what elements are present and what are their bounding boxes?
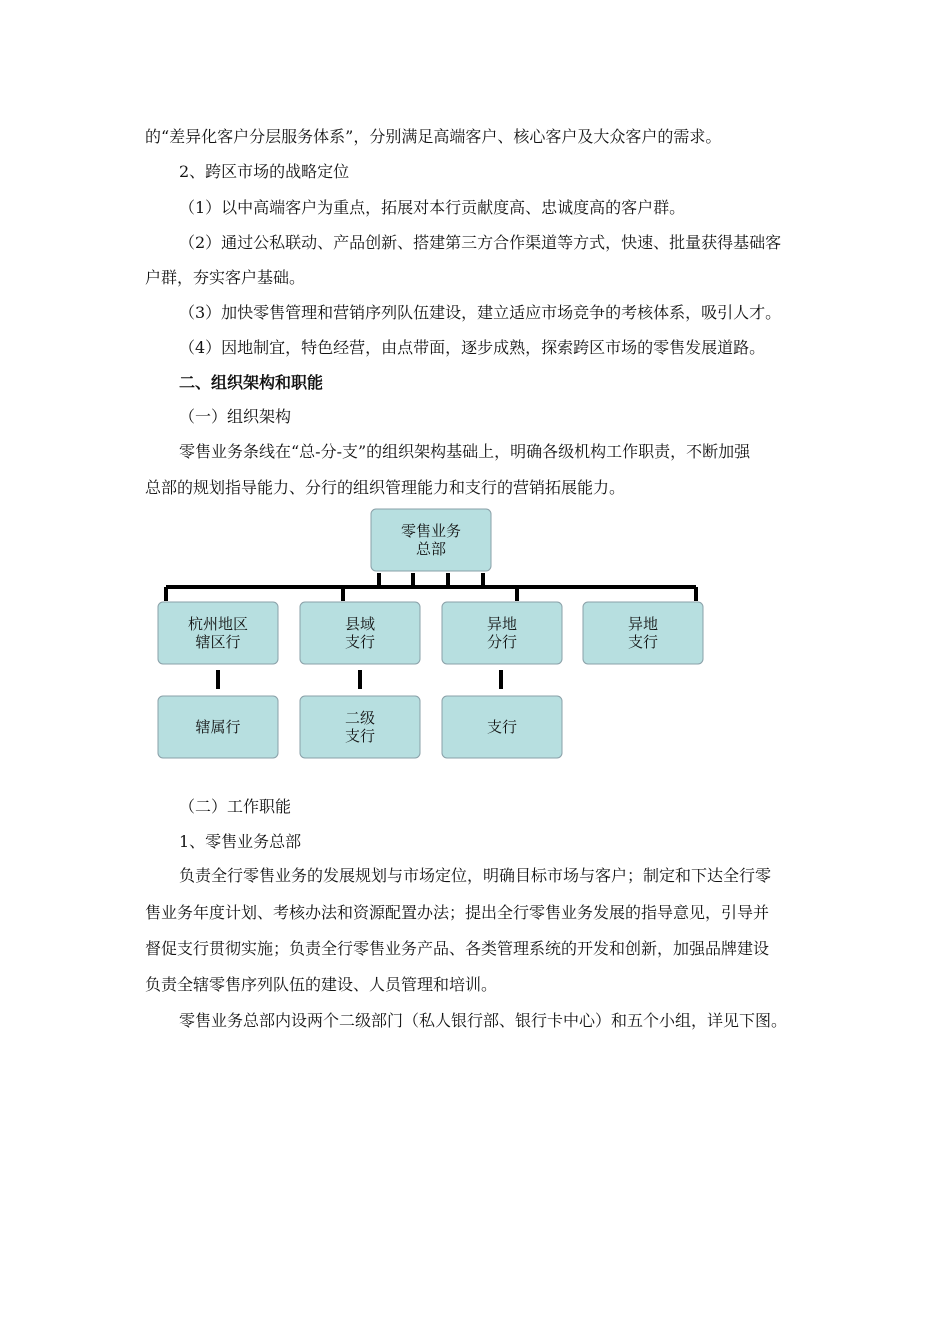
subsection-org-structure: （一）组织架构 (179, 407, 292, 426)
org-box-level2-3 (442, 602, 562, 664)
org-box-level2-2-label: 支行 (344, 633, 376, 651)
subsection-duties: （二）工作职能 (179, 797, 292, 816)
org-paragraph: 零售业务条线在“总-分-支”的组织架构基础上，明确各级机构工作职责，不断加强 (179, 442, 751, 461)
list-item-1: （1）以中高端客户为重点，拓展对本行贡献度高、忠诚度高的客户群。 (179, 198, 686, 217)
paragraph-line: 的“差异化客户分层服务体系”，分别满足高端客户、核心客户及大众客户的需求。 (145, 127, 722, 146)
duty-paragraph-line-2: 售业务年度计划、考核办法和资源配置办法；提出全行零售业务发展的指导意见，引导并 (145, 903, 770, 922)
org-box-level3-3 (442, 696, 562, 758)
org-box-level2-1-label: 辖区行 (195, 633, 241, 651)
duty-paragraph: 负责全行零售业务的发展规划与市场定位，明确目标市场与客户；制定和下达全行零 (179, 866, 772, 885)
org-paragraph-cont: 总部的规划指导能力、分行的组织管理能力和支行的营销拓展能力。 (145, 478, 626, 497)
org-box-level3-2-label: 支行 (344, 727, 376, 745)
org-box-level3-1 (158, 696, 278, 758)
org-chart-boxes (158, 509, 703, 758)
org-box-level2-4-label: 支行 (627, 633, 659, 651)
duty-paragraph-line-4: 负责全辖零售序列队伍的建设、人员管理和培训。 (145, 975, 498, 994)
org-box-level2-4-label: 异地 (627, 615, 659, 633)
org-box-level2-1 (158, 602, 278, 664)
closing-paragraph: 零售业务总部内设两个二级部门（私人银行部、银行卡中心）和五个小组，详见下图。 (179, 1011, 788, 1030)
org-box-level2-3-label: 分行 (486, 633, 518, 651)
duty-paragraph-line-3: 督促支行贯彻实施；负责全行零售业务产品、各类管理系统的开发和创新，加强品牌建设 (145, 939, 770, 958)
org-box-level3-2-label: 二级 (344, 709, 376, 727)
org-box-root (371, 509, 491, 571)
org-box-root-label: 零售业务 (400, 522, 462, 540)
org-box-level3-3-label: 支行 (486, 718, 518, 736)
org-box-level2-1-label: 杭州地区 (187, 615, 249, 633)
heading-cross-region: 2、跨区市场的战略定位 (179, 162, 350, 181)
heading-retail-hq: 1、零售业务总部 (179, 832, 302, 851)
org-box-level2-2-label: 县域 (344, 615, 376, 633)
org-box-level2-3-label: 异地 (486, 615, 518, 633)
list-item-4: （4）因地制宜，特色经营，由点带面，逐步成熟，探索跨区市场的零售发展道路。 (179, 338, 766, 357)
list-item-2-cont: 户群，夯实客户基础。 (145, 268, 306, 287)
org-box-level3-2 (300, 696, 420, 758)
org-box-root-label: 总部 (415, 540, 447, 558)
section-title: 二、组织架构和职能 (179, 373, 324, 392)
org-box-level3-1-label: 辖属行 (195, 718, 241, 736)
list-item-3: （3）加快零售管理和营销序列队伍建设，建立适应市场竞争的考核体系，吸引人才。 (179, 303, 782, 322)
list-item-2: （2）通过公私联动、产品创新、搭建第三方合作渠道等方式，快速、批量获得基础客 (179, 233, 782, 252)
org-box-level2-4 (583, 602, 703, 664)
org-box-level2-2 (300, 602, 420, 664)
